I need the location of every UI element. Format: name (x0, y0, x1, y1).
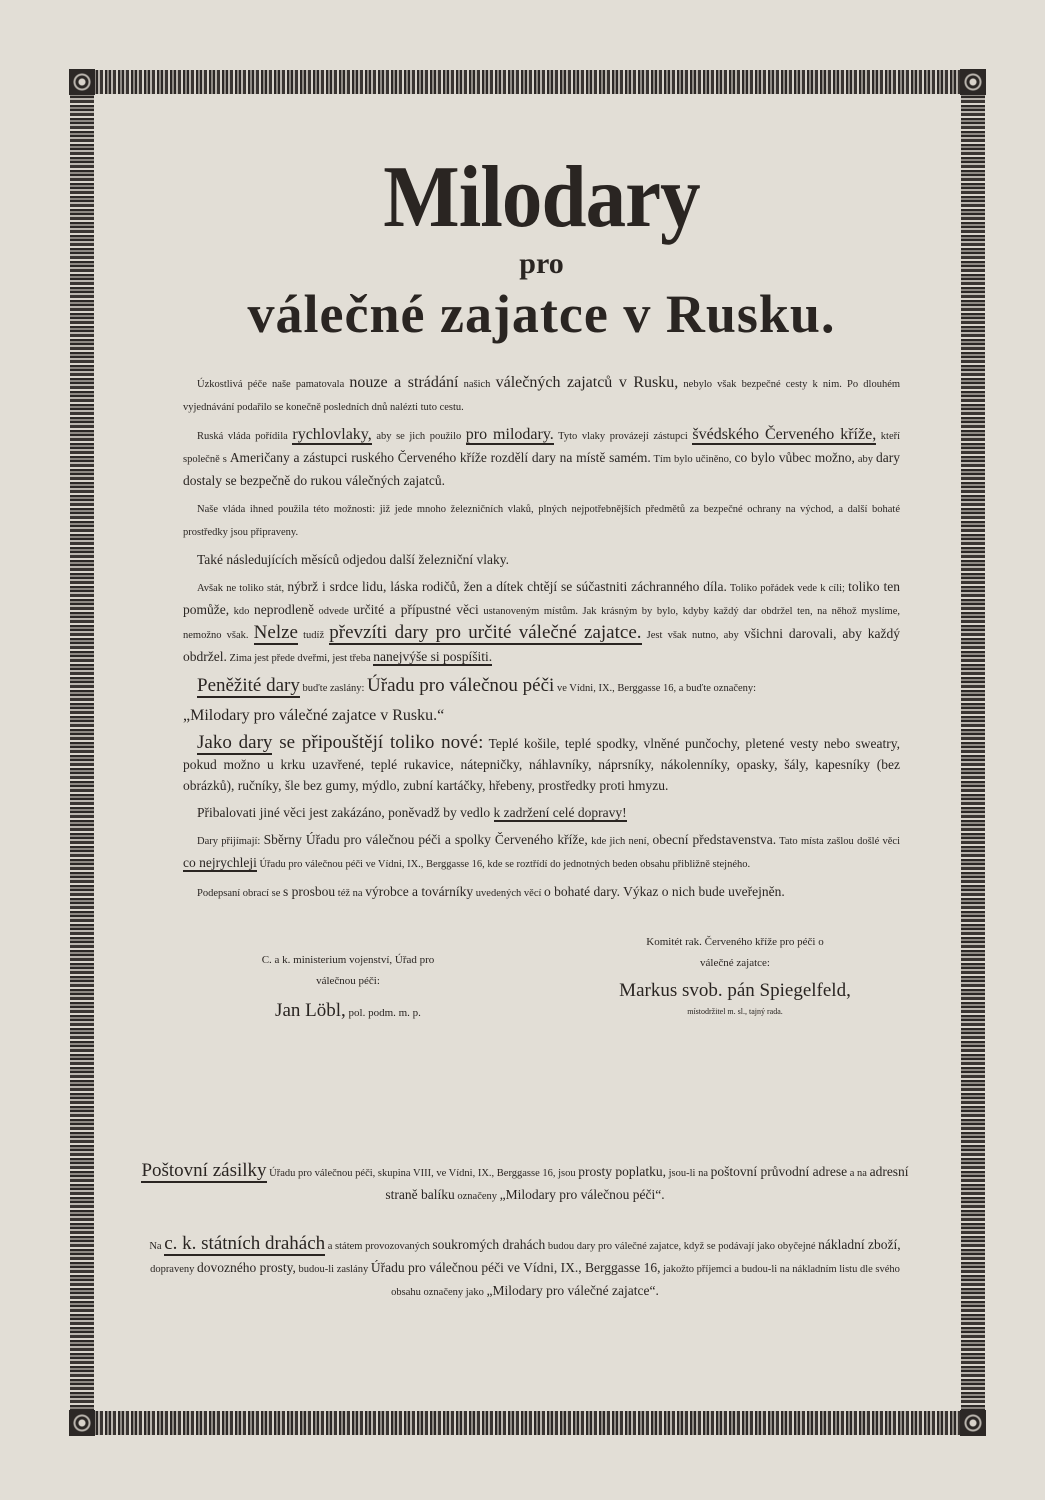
signature-right (570, 932, 900, 1024)
text-run: Teplé košile, teplé spodky, vlněné punčochy, pletené vesty nebo sweatry, pokud možno u krku uzavřené, teplé rukavice, nátepničky, náhlavníky, náprsníky, nákolenníky, opasky, šály, kapesníky (bez obrázků), ručníky, šle bez gumy, mýdlo, zubní kartáčky, hřebeny, prostředky proti hmyzu. (183, 736, 900, 793)
paragraph (183, 424, 900, 491)
emphasized-text: Nelze (253, 622, 298, 643)
text-run: obecní představenstva. (652, 832, 777, 847)
text-run: buďte zaslány: (299, 683, 368, 694)
paragraph (140, 1160, 910, 1207)
text-run: kde jich není, (587, 836, 653, 847)
text-run: označeny (454, 1191, 500, 1202)
paragraph (183, 732, 900, 796)
ornamental-border-top (70, 70, 985, 94)
emphasized-text: k zadržení celé dopravy! (493, 805, 627, 820)
text-run: Tato místa zašlou došlé věci (776, 836, 900, 847)
text-run: Ruská vláda pořídila (197, 431, 293, 442)
paragraph (183, 705, 900, 726)
text-run: soukromých drahách (432, 1237, 546, 1252)
text-run: určité a přípustné věci (353, 602, 479, 617)
paragraph (183, 675, 900, 699)
signature-title: pol. podm. m. p. (345, 1007, 421, 1019)
text-run: Úřadu pro válečnou péči ve Vídni, IX., Berggasse 16, kde se roztřídí do jednotných beden obsahu přibližně stejného. (256, 859, 751, 870)
poster-title: Milodary (383, 149, 700, 246)
text-run: se připouštějí toliko nové: (272, 732, 484, 753)
paragraph (140, 1233, 910, 1303)
text-run: nýbrž i srdce lidu, láska rodičů, žen a dítek chtějí se súčastniti záchranného díla. (287, 579, 727, 594)
signature-name: Markus svob. pán Spiegelfeld, (619, 980, 851, 1001)
emphasized-text: švédského Červeného kříže, (692, 426, 877, 443)
text-run: jakožto příjemci a budou-li na nákladním listu dle svého obsahu označeny jako (391, 1264, 900, 1298)
text-run: „Milodary pro válečnou péči“. (499, 1187, 665, 1202)
text-run: Úřadu pro válečnou péči ve Vídni, IX., Berggasse 16, (370, 1260, 661, 1275)
emphasized-text: co nejrychleji (183, 855, 257, 870)
border-corner-ornament (69, 1410, 95, 1436)
text-run: Avšak ne toliko stát, (197, 583, 288, 594)
text-run: „Milodary pro válečné zajatce v Rusku.“ (183, 707, 445, 724)
emphasized-text: Poštovní zásilky (141, 1160, 267, 1181)
text-run: Naše vláda ihned použila této možnosti: již jede mnoho železničních vlaků, plných nejpotřebnějších předmětů za bezpečné ochrany na východ, a další bohaté prostředky jsou připraveny. (183, 504, 900, 538)
text-run: Tyto vlaky provázejí zástupci (553, 431, 693, 442)
text-run: dopraveny (150, 1264, 198, 1275)
text-run: budou-li zaslány (295, 1264, 371, 1275)
text-run: kteří společně s (183, 431, 901, 465)
text-run: toliko ten pomůže, (183, 579, 901, 617)
emphasized-text: převzíti dary pro určité válečné zajatce. (329, 622, 642, 643)
text-run: nouze a strádání (349, 374, 459, 391)
text-run: Jest však nutno, aby (641, 630, 744, 641)
emphasized-text: Jako dary (197, 732, 273, 753)
text-run: Dary přijímají: (197, 836, 264, 847)
text-run: Také následujících měsíců odjedou další železniční vlaky. (197, 552, 509, 567)
text-run: o bohaté dary. Výkaz o nich bude uveřejněn. (544, 884, 785, 899)
text-run: „Milodary pro válečné zajatce“. (486, 1283, 659, 1298)
text-run: Toliko pořádek vede k cíli; (726, 583, 849, 594)
text-run: ve Vídni, IX., Berggasse 16, a buďte označeny: (554, 683, 757, 694)
text-run: Sběrny Úřadu pro válečnou péči a spolky Červeného kříže, (263, 832, 588, 847)
text-run: poštovní průvodní adrese (710, 1164, 848, 1179)
text-run: odvede (313, 606, 354, 617)
signature-org: C. a k. ministerium vojenství, Úřad pro válečnou péči: (261, 954, 435, 987)
text-run: Podepsaní obrací se (197, 888, 284, 899)
text-run: Úřadu pro válečnou péči, skupina VIII, ve Vídni, IX., Berggasse 16, jsou (266, 1168, 579, 1179)
signature-org: Komitét rak. Červeného kříže pro péči o válečné zajatce: (646, 936, 824, 969)
text-run: Zima jest přede dveřmi, jest třeba (226, 653, 374, 664)
paragraph (183, 549, 900, 570)
text-run: jsou-li na (666, 1168, 711, 1179)
border-corner-ornament (960, 1410, 986, 1436)
signature-left (183, 932, 513, 1024)
ornamental-border-bottom (70, 1411, 985, 1435)
text-run: a státem provozovaných (325, 1241, 433, 1252)
paragraph (183, 497, 900, 543)
text-run: prosty poplatku, (578, 1164, 667, 1179)
text-run: co bylo vůbec možno, (734, 450, 855, 465)
text-run: dary dostaly se bezpečně do rukou válečných zajatců. (183, 450, 900, 488)
text-run: válečných zajatců v Rusku, (495, 374, 679, 391)
paragraph (183, 881, 900, 904)
text-run: kdo (229, 606, 254, 617)
announcement-text (183, 372, 900, 904)
emphasized-text: pro milodary. (465, 426, 554, 443)
text-run: Úřadu pro válečnou péči (367, 675, 555, 696)
emphasized-text: Peněžité dary (197, 675, 300, 696)
signature-name: Jan Löbl, (275, 1000, 346, 1021)
text-run: Tím bylo učiněno, (650, 454, 735, 465)
poster-body (183, 150, 900, 1024)
text-run: a na (847, 1168, 870, 1179)
text-run: Američany a zástupci ruského Červeného kříže rozdělí dary na místě samém. (229, 450, 651, 465)
text-run: nákladní zboží, (818, 1237, 901, 1252)
text-run: též na (335, 888, 366, 899)
signature-title: místodržitel m. sl., tajný rada. (687, 1007, 783, 1016)
emphasized-text: nanejvýše si pospíšiti. (373, 649, 493, 664)
paragraph (183, 372, 900, 418)
paragraph (183, 802, 900, 823)
text-run: Na (149, 1241, 165, 1252)
text-run: výrobce a továrníky (365, 884, 474, 899)
paragraph (183, 829, 900, 875)
border-corner-ornament (69, 69, 95, 95)
text-run: s prosbou (283, 884, 336, 899)
text-run: dovozného prosty, (197, 1260, 296, 1275)
text-run: adresní straně balíku (385, 1164, 909, 1202)
text-run: aby (854, 454, 876, 465)
text-run: ustanoveným místům. Jak krásným by bylo, kdyby každý dar obdržel ten, na něhož myslíme, nemožno však. (183, 606, 901, 641)
text-run: aby se jich použilo (371, 431, 466, 442)
text-run: tudíž (297, 630, 330, 641)
postal-notice (140, 1160, 910, 1329)
border-corner-ornament (960, 69, 986, 95)
text-run: uvedených věcí (473, 888, 545, 899)
ornamental-border-left (70, 70, 94, 1435)
text-run: Úzkostlivá péče naše pamatovala (197, 379, 350, 390)
ornamental-border-right (961, 70, 985, 1435)
text-run: neprodleně (253, 602, 314, 617)
signatures (183, 932, 900, 1024)
text-run: budou dary pro válečné zajatce, když se podávají jako obyčejné (545, 1241, 819, 1252)
poster-subtitle: válečné zajatce v Rusku. (247, 284, 836, 344)
emphasized-text: rychlovlaky, (292, 426, 372, 443)
poster-subtitle-pro: pro (519, 247, 564, 280)
emphasized-text: c. k. státních drahách (164, 1233, 326, 1254)
text-run: všichni darovali, aby každý obdržel. (183, 626, 900, 664)
text-run: našich (458, 379, 496, 390)
text-run: Přibalovati jiné věci jest zakázáno, poněvadž by vedlo (197, 805, 494, 820)
text-run: nebylo však bezpečné cesty k nim. Po dlouhém vyjednávání podařilo se konečně posledních dnů nalézti tuto cestu. (183, 379, 901, 413)
paragraph (183, 576, 900, 669)
